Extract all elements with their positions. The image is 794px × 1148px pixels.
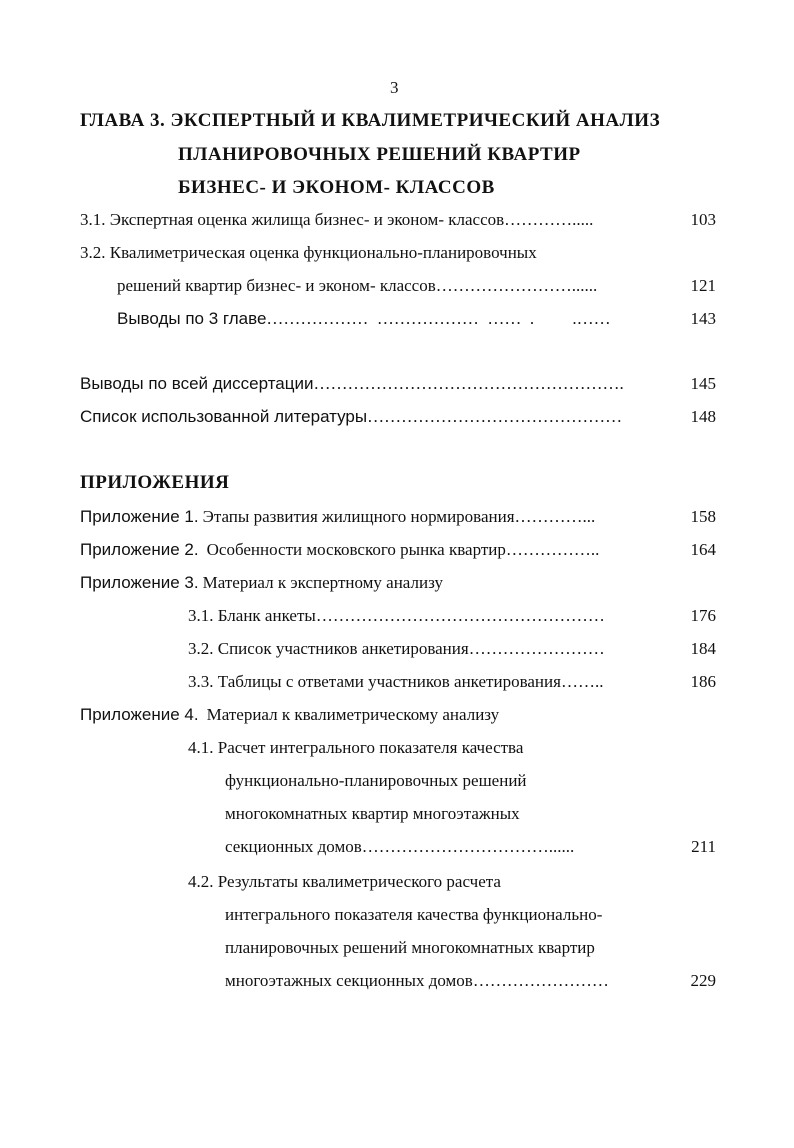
toc-appendix-4-1-text: секционных домов (225, 837, 362, 856)
toc-appendix-4-1-line4[interactable] (225, 837, 574, 857)
toc-appendix-2-label: Приложение 2. (80, 540, 199, 559)
toc-appendix-3-2[interactable] (188, 639, 605, 659)
toc-leader-dots: …….. (560, 672, 604, 691)
toc-appendix-3-2-text: 3.2. Список участников анкетирования (188, 639, 469, 658)
toc-appendix-3-1-text: 3.1. Бланк анкеты (188, 606, 316, 625)
toc-leader-dots: …………………… (468, 639, 605, 658)
chapter-title-line3: БИЗНЕС- И ЭКОНОМ- КЛАССОВ (178, 177, 495, 198)
toc-appendix-4-2-text: многоэтажных секционных домов (225, 971, 473, 990)
toc-appendix-3-label: Приложение 3. (80, 573, 199, 592)
toc-entry-3-2-text: решений квартир бизнес- и эконом- классов (117, 276, 436, 295)
toc-leader-dots: ……………………………...... (361, 837, 575, 856)
toc-appendix-3-3-text: 3.3. Таблицы с ответами участников анкетирования (188, 672, 561, 691)
toc-appendix-4-2-line2: интегрального показателя качества функционально- (225, 905, 603, 924)
toc-appendix-4-1-line3: многокомнатных квартир многоэтажных (225, 804, 520, 823)
toc-leader-dots: …………………………………………… (315, 606, 605, 625)
toc-appendix-4-1-line1[interactable]: 4.1. Расчет интегрального показателя качества (188, 738, 524, 757)
toc-entry-3-1-text: 3.1. Экспертная оценка жилища бизнес- и эконом- классов (80, 210, 505, 229)
toc-appendix-4-2-line3: планировочных решений многокомнатных квартир (225, 938, 595, 957)
toc-appendix-3-1-page: 176 (690, 606, 716, 625)
toc-leader-dots: …………..... (504, 210, 594, 229)
toc-entry-bibliography[interactable] (80, 407, 622, 427)
toc-appendix-3-3-page: 186 (690, 672, 716, 691)
toc-entry-bibliography-text: Список использованной литературы (80, 407, 368, 426)
toc-appendix-4-text: Материал к квалиметрическому анализу (206, 705, 500, 724)
toc-entry-all-conclusions-page: 145 (690, 374, 716, 393)
toc-appendix-3-2-page: 184 (690, 639, 716, 658)
toc-entry-all-conclusions[interactable] (80, 374, 624, 394)
appendices-heading: ПРИЛОЖЕНИЯ (80, 472, 230, 493)
toc-leader-dots: ……………………………………… (367, 407, 623, 426)
toc-entry-conclusions-ch3-page: 143 (690, 309, 716, 328)
toc-appendix-2-text: Особенности московского рынка квартир (206, 540, 506, 559)
toc-appendix-2-page: 164 (690, 540, 716, 559)
toc-appendix-3-text: Материал к экспертному анализу (202, 573, 443, 592)
toc-entry-conclusions-ch3[interactable] (117, 309, 611, 329)
toc-appendix-3-3[interactable] (188, 672, 603, 692)
toc-leader-dots: …………... (514, 507, 596, 526)
toc-appendix-1-label: Приложение 1. (80, 507, 199, 526)
toc-entry-all-conclusions-text: Выводы по всей диссертации (80, 374, 314, 393)
toc-leader-dots: ……………………...... (435, 276, 598, 295)
toc-appendix-1[interactable] (80, 507, 595, 527)
toc-appendix-4-2-line4[interactable] (225, 971, 609, 991)
toc-leader-dots: …………….. (505, 540, 600, 559)
toc-entry-3-1-page: 103 (690, 210, 716, 229)
page-number: 3 (390, 78, 399, 97)
toc-appendix-4-2-page: 229 (690, 971, 716, 990)
toc-appendix-1-page: 158 (690, 507, 716, 526)
chapter-title-line1: ГЛАВА 3. ЭКСПЕРТНЫЙ И КВАЛИМЕТРИЧЕСКИЙ АНАЛИЗ (80, 110, 661, 131)
chapter-title-line2: ПЛАНИРОВОЧНЫХ РЕШЕНИЙ КВАРТИР (178, 144, 581, 165)
toc-appendix-4-label: Приложение 4. (80, 705, 199, 724)
toc-entry-3-1[interactable] (80, 210, 593, 230)
toc-appendix-2[interactable] (80, 540, 599, 560)
toc-appendix-4[interactable] (80, 705, 499, 725)
toc-entry-3-2-line2[interactable] (117, 276, 597, 296)
toc-appendix-1-text: Этапы развития жилищного нормирования (202, 507, 515, 526)
toc-appendix-3[interactable] (80, 573, 443, 593)
toc-leader-dots: ………………………………………………. (313, 374, 624, 393)
toc-entry-3-2-line1[interactable]: 3.2. Квалиметрическая оценка функционально-планировочных (80, 243, 537, 262)
toc-entry-3-2-page: 121 (690, 276, 716, 295)
toc-appendix-4-1-line2: функционально-планировочных решений (225, 771, 527, 790)
toc-leader-dots: …………………… (472, 971, 609, 990)
toc-entry-bibliography-page: 148 (690, 407, 716, 426)
toc-leader-dots: ……………… ……………… …… . .…… (266, 309, 611, 328)
toc-appendix-4-1-page: 211 (691, 837, 716, 856)
toc-entry-conclusions-ch3-text: Выводы по 3 главе (117, 309, 267, 328)
toc-appendix-3-1[interactable] (188, 606, 605, 626)
toc-appendix-4-2-line1[interactable]: 4.2. Результаты квалиметрического расчета (188, 872, 501, 891)
